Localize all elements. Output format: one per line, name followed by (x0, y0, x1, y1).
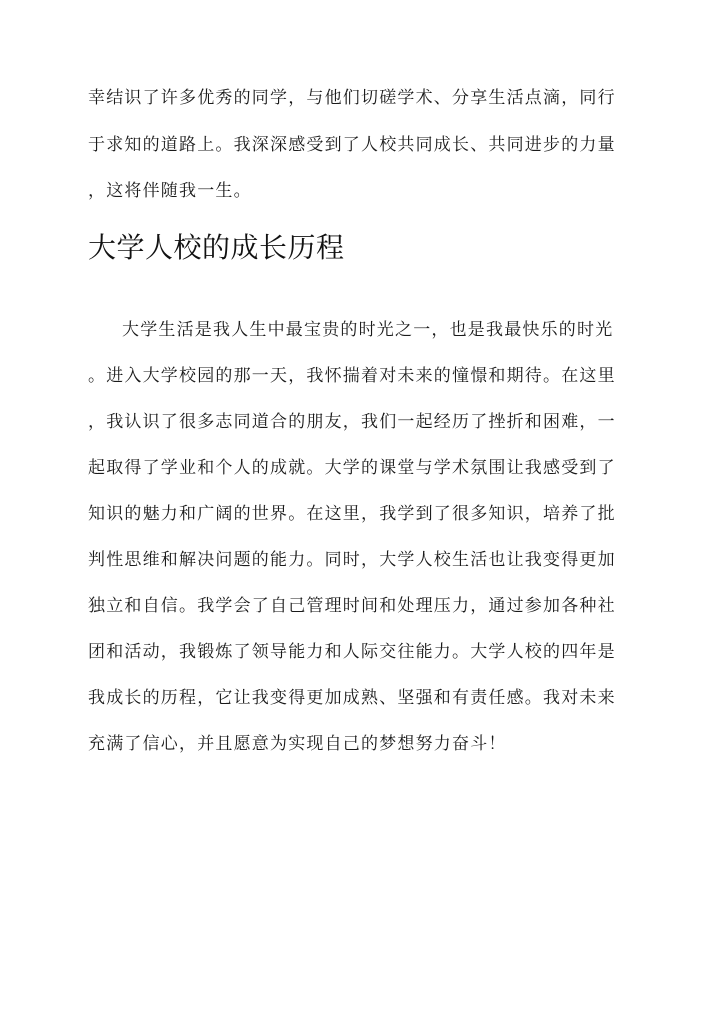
paragraph-line: 。进入大学校园的那一天，我怀揣着对未来的憧憬和期待。在这里 (88, 366, 616, 386)
paragraph-line: 充满了信心，并且愿意为实现自己的梦想努力奋斗！ (88, 734, 507, 754)
paragraph-line: ，我认识了很多志同道合的朋友，我们一起经历了挫折和困难，一 (88, 412, 616, 432)
paragraph-line: 判性思维和解决问题的能力。同时，大学人校生活也让我变得更加 (88, 550, 616, 570)
paragraph-line: 我成长的历程，它让我变得更加成熟、坚强和有责任感。我对未来 (88, 688, 616, 708)
section-heading: 大学人校的成长历程 (88, 231, 345, 264)
intro-line: ，这将伴随我一生。 (88, 181, 252, 201)
intro-line: 于求知的道路上。我深深感受到了人校共同成长、共同进步的力量 (88, 135, 616, 155)
paragraph-line: 独立和自信。我学会了自己管理时间和处理压力，通过参加各种社 (88, 596, 616, 616)
paragraph-line: 知识的魅力和广阔的世界。在这里，我学到了很多知识，培养了批 (88, 504, 616, 524)
intro-line: 幸结识了许多优秀的同学，与他们切磋学术、分享生活点滴，同行 (88, 88, 616, 108)
paragraph-line: 团和活动，我锻炼了领导能力和人际交往能力。大学人校的四年是 (88, 642, 616, 662)
paragraph-line: 大学生活是我人生中最宝贵的时光之一，也是我最快乐的时光 (122, 320, 614, 340)
paragraph-line: 起取得了学业和个人的成就。大学的课堂与学术氛围让我感受到了 (88, 458, 616, 478)
